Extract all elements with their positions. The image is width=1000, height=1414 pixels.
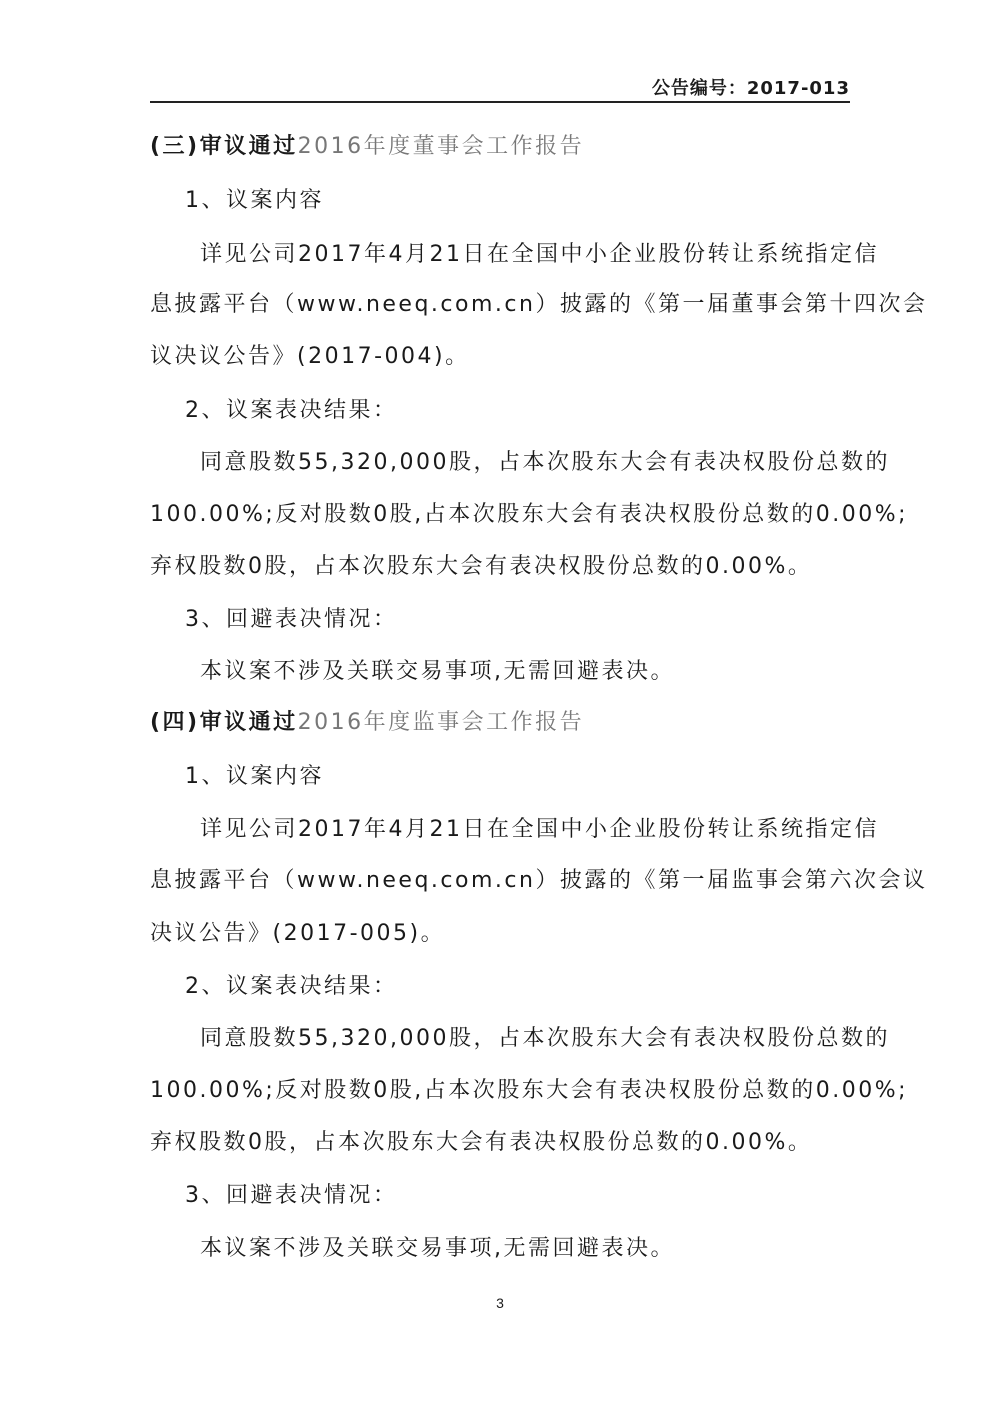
paragraph-line: 息披露平台（www.neeq.com.cn）披露的《第一届监事会第六次会议 [150, 868, 928, 893]
section-heading-title: 2016年度董事会工作报告 [297, 134, 585, 159]
paragraph-line: 息披露平台（www.neeq.com.cn）披露的《第一届董事会第十四次会 [150, 292, 928, 317]
paragraph-line: 本议案不涉及关联交易事项,无需回避表决。 [200, 659, 675, 684]
section-heading-title: 2016年度监事会工作报告 [297, 710, 585, 735]
notice-number: 公告编号：2017-013 [651, 78, 850, 99]
header-divider [150, 101, 850, 103]
paragraph-line: 同意股数55,320,000股，占本次股东大会有表决权股份总数的 [200, 450, 890, 475]
section-heading-prefix: (四)审议通过 [150, 710, 298, 735]
paragraph-line: 本议案不涉及关联交易事项,无需回避表决。 [200, 1236, 675, 1261]
section-heading [150, 708, 584, 738]
section-heading-prefix: (三)审议通过 [150, 134, 298, 159]
paragraph-line: 弃权股数0股，占本次股东大会有表决权股份总数的0.00%。 [150, 1130, 813, 1155]
paragraph-line: 决议公告》(2017-005)。 [150, 921, 446, 946]
item-label: 2、议案表决结果： [185, 398, 398, 423]
paragraph-line: 详见公司2017年4月21日在全国中小企业股份转让系统指定信 [200, 817, 879, 842]
item-label: 2、议案表决结果： [185, 974, 398, 999]
paragraph-line: 100.00%;反对股数0股,占本次股东大会有表决权股份总数的0.00%; [150, 1078, 909, 1103]
item-label: 3、回避表决情况： [185, 607, 398, 632]
paragraph-line: 议决议公告》(2017-004)。 [150, 344, 470, 369]
item-label: 1、议案内容 [185, 764, 324, 789]
page-number: 3 [496, 1295, 504, 1311]
paragraph-line: 100.00%;反对股数0股,占本次股东大会有表决权股份总数的0.00%; [150, 502, 909, 527]
paragraph-line: 弃权股数0股，占本次股东大会有表决权股份总数的0.00%。 [150, 554, 813, 579]
paragraph-line: 详见公司2017年4月21日在全国中小企业股份转让系统指定信 [200, 242, 879, 267]
item-label: 1、议案内容 [185, 188, 324, 213]
paragraph-line: 同意股数55,320,000股，占本次股东大会有表决权股份总数的 [200, 1026, 890, 1051]
item-label: 3、回避表决情况： [185, 1183, 398, 1208]
section-heading [150, 132, 584, 162]
